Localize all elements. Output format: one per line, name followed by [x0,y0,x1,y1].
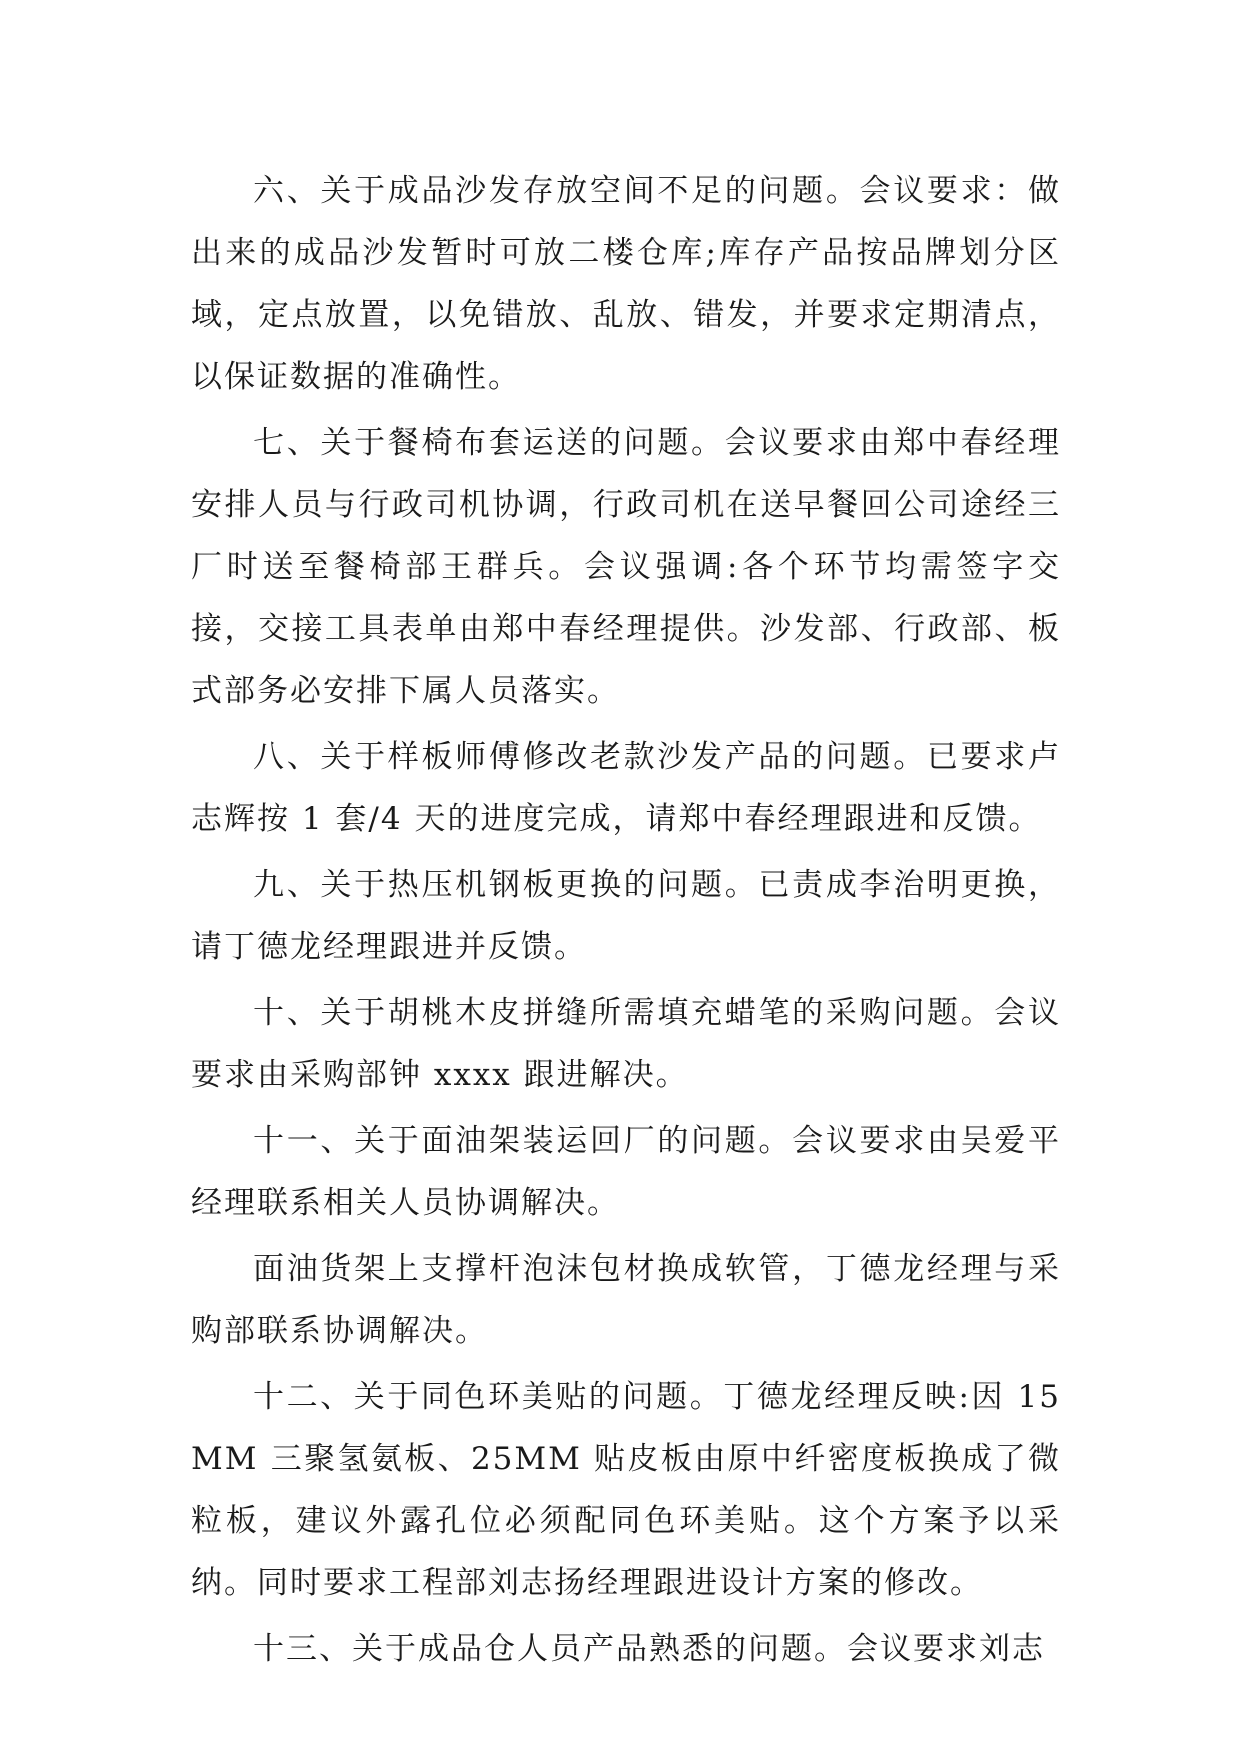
paragraph-item-13: 十三、关于成品仓人员产品熟悉的问题。会议要求刘志 [253,1631,1045,1667]
paragraph-item-7: 七、关于餐椅布套运送的问题。会议要求由郑中春经理安排人员与行政司机协调，行政司机在送早餐回公司途经三厂时送至餐椅部王群兵。会议强调:各个环节均需签字交接，交接工具表单由郑中春经理提供。沙发部、行政部、板式部务必安排下属人员落实。 [191,425,1061,709]
paragraph-item-11: 十一、关于面油架装运回厂的问题。会议要求由吴爱平经理联系相关人员协调解决。 [191,1123,1061,1221]
paragraph-item-12: 十二、关于同色环美贴的问题。丁德龙经理反映:因 15MM 三聚氢氨板、25MM 贴皮板由原中纤密度板换成了微粒板，建议外露孔位必须配同色环美贴。这个方案予以采纳。同时要求工程部刘志扬经理跟进设计方案的修改。 [191,1379,1061,1601]
paragraph-item-10: 十、关于胡桃木皮拼缝所需填充蜡笔的采购问题。会议要求由采购部钟 xxxx 跟进解决。 [191,995,1061,1093]
document-body [191,160,1061,1684]
paragraph-item-6: 六、关于成品沙发存放空间不足的问题。会议要求：做出来的成品沙发暂时可放二楼仓库;库存产品按品牌划分区域，定点放置，以免错放、乱放、错发，并要求定期清点，以保证数据的准确性。 [191,173,1061,395]
paragraph-item-9: 九、关于热压机钢板更换的问题。已责成李治明更换，请丁德龙经理跟进并反馈。 [191,867,1061,965]
paragraph-item-11-note: 面油货架上支撑杆泡沫包材换成软管，丁德龙经理与采购部联系协调解决。 [191,1251,1061,1349]
paragraph-item-8: 八、关于样板师傅修改老款沙发产品的问题。已要求卢志辉按 1 套/4 天的进度完成，请郑中春经理跟进和反馈。 [191,739,1061,837]
